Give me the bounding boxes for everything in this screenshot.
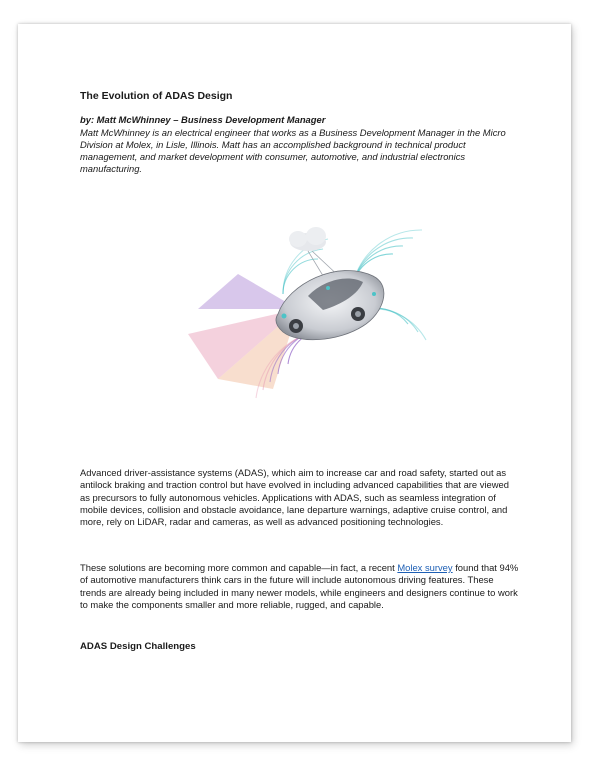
car-icon	[276, 270, 384, 339]
document-title: The Evolution of ADAS Design	[80, 90, 233, 102]
adas-car-illustration	[178, 214, 428, 404]
paragraph-survey-text-after: found that 94% of automotive manufacturers think cars in the future will include autonomous driving features. These trends are already being included in many newer models, while engineers and designers continue to work to make the components smaller and more reliable, rugged, and capable.	[80, 562, 519, 610]
author-byline: by: Matt McWhinney – Business Development Manager	[80, 114, 326, 126]
paragraph-adas-intro: Advanced driver-assistance systems (ADAS), which aim to increase car and road safety, started out as antilock braking and traction control but have evolved in including advanced capabilities that are viewed as precursors to fully autonomous vehicles. Applications with ADAS, such as seamless integration of mobile devices, collision and obstacle avoidance, lane departure warnings, adaptive cruise control, and more, rely on LiDAR, radar and cameras, as well as advanced positioning technologies.	[80, 467, 509, 528]
paragraph-survey	[80, 562, 520, 611]
sensor-cone-left	[188, 274, 298, 389]
molex-survey-link[interactable]: Molex survey	[397, 562, 453, 573]
document-page	[18, 24, 571, 742]
author-bio: Matt McWhinney is an electrical engineer that works as a Business Development Manager in the Micro Division at Molex, in Lisle, Illinois. Matt has an accomplished background in technical product management, and market development with consumer, automotive, and industrial electronics manufacturing.	[80, 126, 506, 175]
paragraph-survey-text-before: These solutions are becoming more common and capable—in fact, a recent	[80, 562, 398, 573]
section-heading-design-challenges: ADAS Design Challenges	[80, 641, 196, 652]
header-section	[80, 90, 520, 176]
